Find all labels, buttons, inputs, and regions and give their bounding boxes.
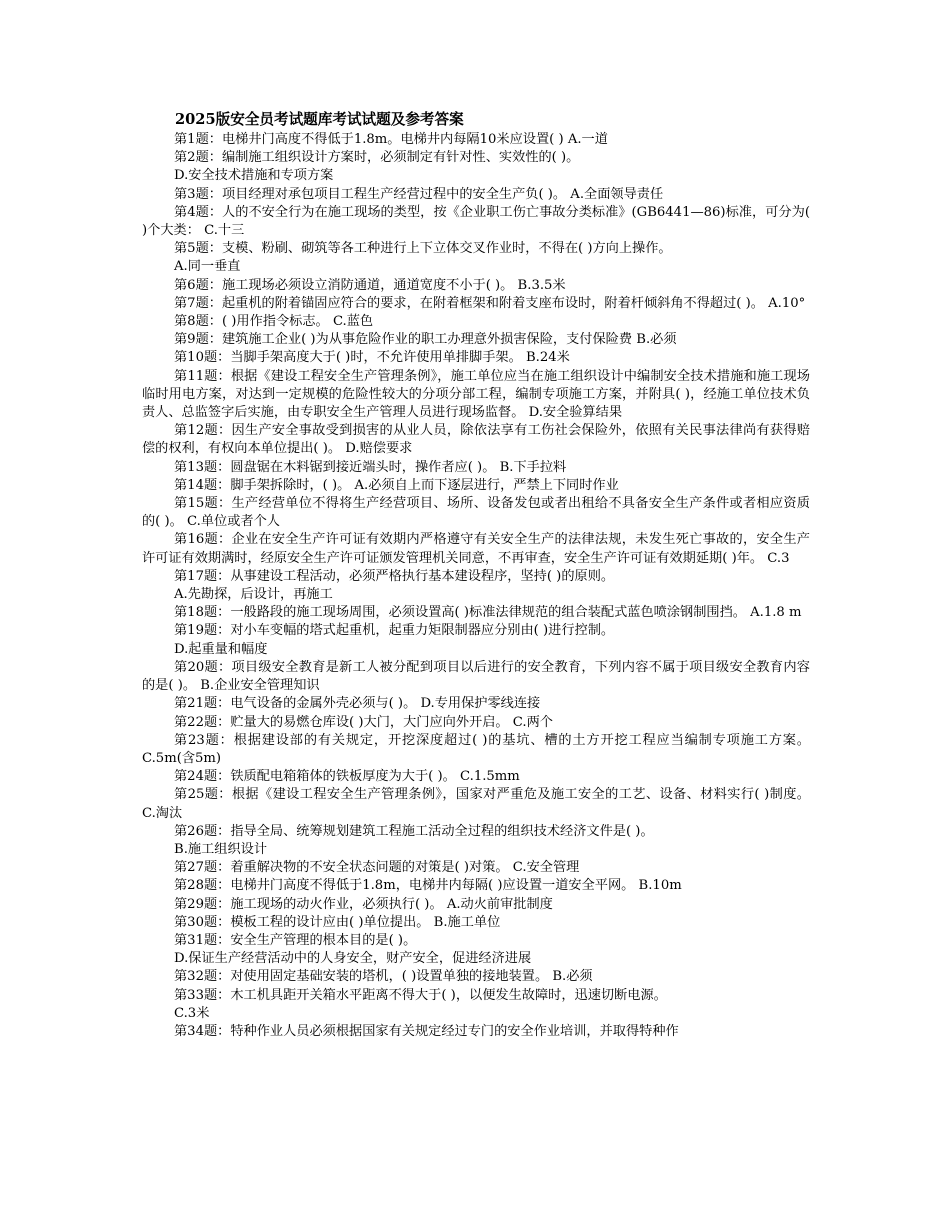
- question-33: 第33题：木工机具距开关箱水平距离不得大于( )，以便发生故障时，迅速切断电源。: [174, 987, 667, 1003]
- question-3: 第3题：项目经理对承包项目工程生产经营过程中的安全生产负( )。 A.全面领导责任: [174, 186, 664, 202]
- answer-2: D.安全技术措施和专项方案: [174, 168, 334, 184]
- answer-33: C.3米: [174, 1005, 210, 1021]
- question-16: 第16题：企业在安全生产许可证有效期内严格遵守有关安全生产的法律法规，未发生死亡事故的，安全生产许可证有效期满时，经原安全生产许可证颁发管理机关同意，不再审查，安全生产许可证有效期延期( )年。 C.3: [142, 532, 810, 566]
- question-13: 第13题：圆盘锯在木料锯到接近端头时，操作者应( )。 B.下手拉料: [174, 459, 567, 475]
- question-18: 第18题：一般路段的施工现场周围，必须设置高( )标准法律规范的组合装配式蓝色喷涂钢制围挡。 A.1.8 m: [174, 605, 802, 621]
- question-1: 第1题：电梯井门高度不得低于1.8m。电梯井内每隔10米应设置( ) A.一道: [174, 132, 608, 147]
- question-8: 第8题：( )用作指令标志。 C.蓝色: [174, 314, 374, 330]
- question-30: 第30题：模板工程的设计应由( )单位提出。 B.施工单位: [174, 914, 501, 930]
- question-14: 第14题：脚手架拆除时，( )。 A.必须自上而下逐层进行，严禁上下同时作业: [174, 477, 619, 493]
- question-list: [142, 131, 810, 1041]
- answer-5: A.同一垂直: [174, 259, 241, 275]
- answer-31: D.保证生产经营活动中的人身安全，财产安全，促进经济进展: [174, 951, 532, 967]
- question-2: 第2题：编制施工组织设计方案时，必须制定有针对性、实效性的( )。: [174, 150, 580, 166]
- question-22: 第22题：贮量大的易燃仓库设( )大门，大门应向外开启。 C.两个: [174, 714, 553, 730]
- document-page: [142, 110, 810, 1041]
- answer-19: D.起重量和幅度: [174, 641, 268, 657]
- question-24: 第24题：铁质配电箱箱体的铁板厚度为大于( )。 C.1.5mm: [174, 769, 520, 785]
- document-title: 2025版安全员考试题库考试试题及参考答案: [175, 111, 464, 128]
- question-6: 第6题：施工现场必须设立消防通道，通道宽度不小于( )。 B.3.5米: [174, 277, 566, 293]
- question-34: 第34题：特种作业人员必须根据国家有关规定经过专门的安全作业培训，并取得特种作: [174, 1023, 679, 1039]
- question-21: 第21题：电气设备的金属外壳必须与( )。 D.专用保护零线连接: [174, 696, 541, 712]
- question-15: 第15题：生产经营单位不得将生产经营项目、场所、设备发包或者出租给不具备安全生产条件或者相应资质的( )。 C.单位或者个人: [142, 496, 810, 530]
- answer-26: B.施工组织设计: [174, 841, 268, 857]
- question-10: 第10题：当脚手架高度大于( )时，不允许使用单排脚手架。 B.24米: [174, 350, 570, 366]
- question-23: 第23题：根据建设部的有关规定，开挖深度超过( )的基坑、槽的土方开挖工程应当编制专项施工方案。 C.5m(含5m): [142, 732, 810, 766]
- question-20: 第20题：项目级安全教育是新工人被分配到项目以后进行的安全教育，下列内容不属于项目级安全教育内容的是( )。 B.企业安全管理知识: [142, 659, 810, 694]
- question-5: 第5题：支模、粉刷、砌筑等各工种进行上下立体交叉作业时，不得在( )方向上操作。: [174, 241, 672, 257]
- answer-17: A.先勘探，后设计，再施工: [174, 587, 333, 603]
- question-19: 第19题：对小车变幅的塔式起重机，起重力矩限制器应分别由( )进行控制。: [174, 623, 615, 639]
- question-28: 第28题：电梯井门高度不得低于1.8m，电梯井内每隔( )应设置一道安全平网。 B.10m: [174, 878, 682, 894]
- question-12: 第12题：因生产安全事故受到损害的从业人员，除依法享有工伤社会保险外，依照有关民事法律尚有获得赔偿的权利，有权向本单位提出( )。 D.赔偿要求: [142, 423, 810, 457]
- question-32: 第32题：对使用固定基础安装的塔机，( )设置单独的接地装置。 B.必须: [174, 969, 593, 985]
- question-31: 第31题：安全生产管理的根本目的是( )。: [174, 932, 417, 948]
- question-9: 第9题：建筑施工企业( )为从事危险作业的职工办理意外损害保险，支付保险费 B.必须: [174, 332, 677, 348]
- question-27: 第27题：着重解决物的不安全状态问题的对策是( )对策。 C.安全管理: [174, 860, 580, 876]
- question-4: 第4题：人的不安全行为在施工现场的类型，按《企业职工伤亡事故分类标准》(GB6441—86)标准，可分为( )个大类： C.十三: [142, 204, 810, 239]
- question-7: 第7题：起重机的附着锚固应符合的要求，在附着框架和附着支座布设时，附着杆倾斜角不得超过( )。 A.10°: [174, 295, 806, 311]
- question-29: 第29题：施工现场的动火作业，必须执行( )。 A.动火前审批制度: [174, 896, 553, 912]
- question-25: 第25题：根据《建设工程安全生产管理条例》，国家对严重危及施工安全的工艺、设备、材料实行( )制度。 C.淘汰: [142, 787, 810, 821]
- question-17: 第17题：从事建设工程活动，必须严格执行基本建设程序，坚持( )的原则。: [174, 568, 615, 584]
- question-11: 第11题：根据《建设工程安全生产管理条例》，施工单位应当在施工组织设计中编制安全技术措施和施工现场临时用电方案，对达到一定规模的危险性较大的分项分部工程，编制专项施工方案，并附具( )，经施工单位技术负责人、总监签字后实施，由专职安全生产管理人员进行现场监督。 D.安全验算结果: [142, 368, 810, 421]
- question-26: 第26题：指导全局、统筹规划建筑工程施工活动全过程的组织技术经济文件是( )。: [174, 823, 654, 839]
